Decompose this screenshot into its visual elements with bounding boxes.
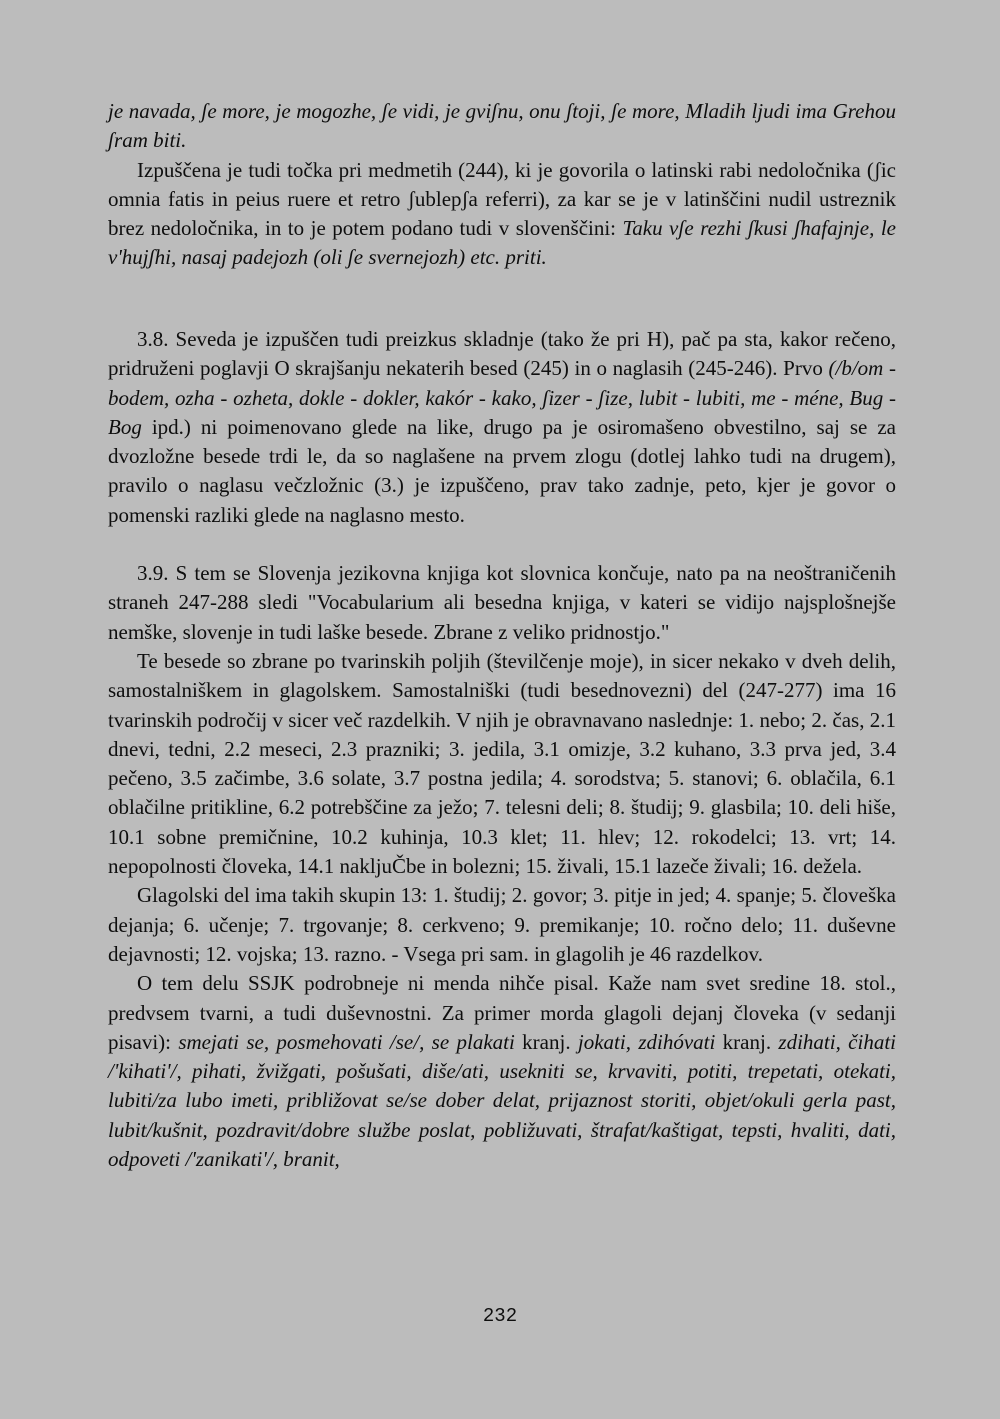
text-block-lower [108, 325, 896, 1174]
paragraph-3-8 [108, 325, 896, 530]
italic-quote: je navada, ʃe more, je mogozhe, ʃe vidi, je gviʃnu, onu ʃtoji, ʃe more, Mladih ljudi ima Grehou ʃram biti. [108, 99, 896, 153]
paragraph-ssjk [108, 969, 896, 1174]
paragraph-interjections [108, 156, 896, 273]
paragraph-verbs: Glagolski del ima takih skupin 13: 1. študij; 2. govor; 3. pitje in jed; 4. spanje; 5. človeška dejanja; 6. učenje; 7. trgovanje; 8. cerkveno; 9. premikanje; 10. ročno delo; 11. duševne dejavnosti; 12. vojska; 13. razno. - Vsega pri sam. in glagolih je 46 razdelkov. [108, 883, 896, 966]
italic-verbs-3: zdihati, čihati /'kihati'/, pihati, žvižgati, pošušati, diše/ati, usekniti se, krvaviti, potiti, trepetati, otekati, lubiti/za lubo imeti, približovat se/se dober delat, prijaznost storiti, objet/okuli gerla past, lubit/kušnit, pozdravit/dobre službe poslat, pobližuvati, štrafat/kaštigat, tepsti, hvaliti, dati, odpoveti /'zanikati'/, branit, [108, 1029, 896, 1172]
paragraph-text: ipd.) ni poimenovano glede na like, drugo pa je osiromašeno obvestilno, saj se za dvozložne besede trdi le, da so naglašene na prvem zlogu (dotlej lahko tudi na drugem), pravilo o naglasu večzložnic (3.) je izpuščeno, prav tako zadnje, peto, kjer je govor o pomenski razliki glede na naglasno mesto. [108, 414, 896, 527]
italic-verbs-2: jokati, zdihóvati [577, 1029, 716, 1054]
paragraph-quote-continuation [108, 97, 896, 156]
paragraph-text: O tem delu SSJK podrobneje ni menda nihče pisal. Kaže nam svet sredine 18. stol., predvsem tvarni, a tudi duševnostni. Za primer morda glagoli dejanj človeka (v sedanji pisavi): [108, 971, 896, 1054]
italic-verbs-1: smejati se, posmehovati /se/, se plakati [178, 1029, 515, 1054]
paragraph-text: kranj. [514, 1029, 578, 1054]
paragraph-text: 3.8. Seveda je izpuščen tudi preizkus skladnje (tako že pri H), pač pa sta, kakor rečeno, pridruženi poglavji O skrajšanju nekaterih besed (245) in o naglasih (245-246). Prvo [108, 327, 896, 381]
paragraph-text: Izpuščena je tudi točka pri medmetih (244), ki je govorila o latinski rabi nedoločnika (ʃic omnia fatis in peius ruere et retro ʃublepʃa referri), za kar se je v latinščini nudil ustreznik brez nedoločnika, in to je potem podano tudi v slovenščini: [108, 157, 896, 241]
paragraph-3-9: 3.9. S tem se Slovenja jezikovna knjiga kot slovnica končuje, nato pa na neoštraničenih straneh 247-288 sledi "Vocabularium ali besedna knjiga, v kateri se vidijo najsplošnejše nemške, slovenje in tudi laške besede. Zbrane z veliko pridnostjo." [108, 561, 896, 644]
paragraph-text: kranj. [715, 1029, 779, 1054]
page-number: 232 [482, 1305, 518, 1327]
paragraph-fields: Te besede so zbrane po tvarinskih poljih (številčenje moje), in sicer nekako v dveh delih, samostalniškem in glagolskem. Samostalniški (tudi besednovezni) del (247-277) ima 16 tvarinskih področij v sicer več razdelkih. V njih je obravnavano naslednje: 1. nebo; 2. čas, 2.1 dnevi, tedni, 2.2 meseci, 2.3 prazniki; 3. jedila, 3.1 omizje, 3.2 kuhano, 3.3 prva jed, 3.4 pečeno, 3.5 začimbe, 3.6 solate, 3.7 postna jedila; 4. sorodstva; 5. stanovi; 6. oblačila, 6.1 oblačilne pritikline, 6.2 potrebščine za ježo; 7. telesni deli; 8. študij; 9. glasbila; 10. deli hiše, 10.1 sobne premičnine, 10.2 kuhinja, 10.3 klet; 11. hlev; 12. rokodelci; 13. vrt; 14. nepopolnosti človeka, 14.1 nakljuČbe in bolezni; 15. živali, 15.1 lazeče živali; 16. dežela. [108, 648, 896, 879]
italic-examples: (/b/om - bodem, ozha - ozheta, dokle - dokler, kakór - kako, ʃizer - ʃize, lubit - lubiti, me - méne, Bug - Bog [108, 356, 896, 439]
text-block-upper [108, 97, 896, 273]
italic-example: Taku vʃe rezhi ʃkusi ʃhafajnje, le v'hujʃhi, nasaj padejozh (oli ʃe svernejozh) etc. priti. [108, 216, 896, 270]
